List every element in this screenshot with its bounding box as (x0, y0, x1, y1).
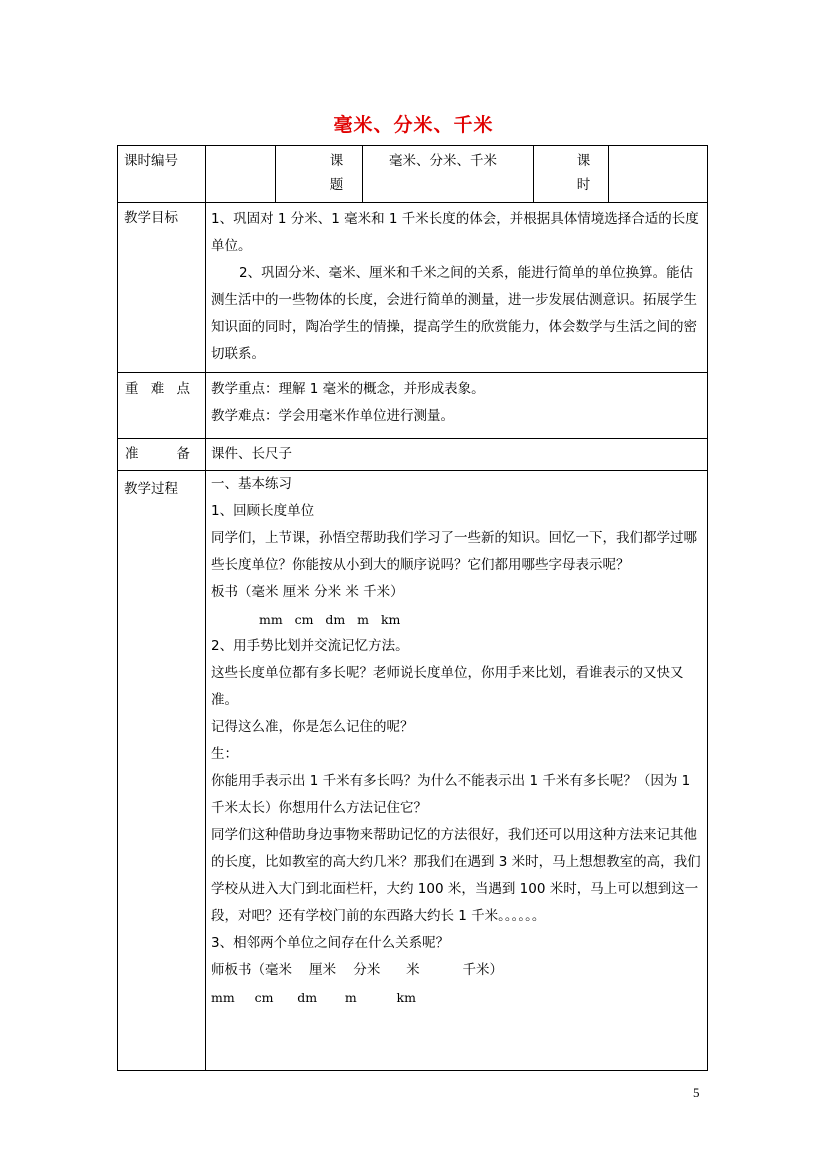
goals-label: 教学目标 (118, 203, 206, 373)
header-row (118, 146, 708, 203)
process-line: 师板书（毫米 厘米 分米 米 千米） (211, 962, 503, 978)
goal-2: 2、巩固分米、毫米、厘米和千米之间的关系，能进行简单的单位换算。能估测生活中的一些物体的长度，会进行简单的测量，进一步发展估测意识。拓展学生知识面的同时，陶冶学生的情操，提高学生的欣赏能力，体会数学与生活之间的密切联系。 (211, 265, 697, 362)
process-line: 1、回顾长度单位 (211, 503, 315, 519)
process-label: 教学过程 (118, 471, 206, 1071)
lesson-no-label: 课时编号 (118, 146, 206, 203)
process-line: 同学们，上节课，孙悟空帮助我们学习了一些新的知识。回忆一下，我们都学过哪些长度单位？你能按从小到大的顺序说吗？它们都用哪些字母表示呢？ (211, 530, 697, 573)
document-title: 毫米、分米、千米 (333, 114, 494, 136)
lesson-no-value (206, 146, 276, 203)
process-line: mm cm dm m km (259, 612, 401, 627)
prep-content (206, 439, 708, 471)
process-line: mm cm dm m km (211, 990, 416, 1005)
process-line: 一、基本练习 (211, 476, 292, 492)
key-points-content (206, 373, 708, 439)
key-point-difficulty: 教学难点：学会用毫米作单位进行测量。 (211, 408, 454, 424)
key-points-label-1: 重 (125, 381, 139, 397)
key-point-focus: 教学重点：理解 1 毫米的概念，并形成表象。 (211, 381, 485, 397)
hours-label (534, 146, 609, 203)
process-line: 3、相邻两个单位之间存在什么关系呢？ (211, 935, 450, 951)
topic-value: 毫米、分米、千米 (363, 146, 534, 203)
process-line: 记得这么准，你是怎么记住的呢？ (211, 719, 414, 735)
prep-value: 课件、长尺子 (211, 446, 292, 462)
process-line: 板书（毫米 厘米 分米 米 千米） (211, 584, 404, 600)
lesson-plan-table (117, 145, 708, 1071)
key-points-row (118, 373, 708, 439)
prep-row (118, 439, 708, 471)
process-line: 2、用手势比划并交流记忆方法。 (211, 638, 409, 654)
process-line: 这些长度单位都有多长呢？老师说长度单位，你用手来比划，看谁表示的又快又准。 (211, 665, 684, 708)
process-line: 生： (211, 746, 238, 762)
goal-1: 1、巩固对 1 分米、1 毫米和 1 千米长度的体会，并根据具体情境选择合适的长度单位。 (211, 211, 699, 254)
hours-value (609, 146, 708, 203)
goals-row (118, 203, 708, 373)
key-points-label-3: 点 (176, 381, 190, 397)
process-row (118, 471, 708, 1071)
topic-label-line1: 课 (329, 153, 344, 169)
process-line: 同学们这种借助身边事物来帮助记忆的方法很好，我们还可以用这种方法来记其他的长度，比如教室的高大约几米？那我们在遇到 3 米时，马上想想教室的高，我们学校从进入大门到北面栏杆，大约 100 米，当遇到 100 米时，马上可以想到这一段，对吧？还有学校门前的东西路大约长 1 千米。。。。。。 (211, 827, 701, 924)
prep-label (118, 439, 206, 471)
page-number: 5 (693, 1085, 700, 1100)
goals-content (206, 203, 708, 373)
process-content (206, 471, 708, 1071)
process-line: 你能用手表示出 1 千米有多长吗？为什么不能表示出 1 千米有多长呢？（因为 1 千米太长）你想用什么方法记住它？ (211, 773, 691, 816)
topic-label (276, 146, 363, 203)
key-points-label (118, 373, 206, 439)
topic-label-line2: 题 (329, 177, 344, 193)
hours-label-line1: 课 (576, 153, 591, 169)
prep-label-1: 准 (125, 446, 139, 462)
hours-label-line2: 时 (576, 177, 591, 193)
prep-label-2: 备 (176, 446, 190, 462)
key-points-label-2: 难 (150, 381, 165, 397)
